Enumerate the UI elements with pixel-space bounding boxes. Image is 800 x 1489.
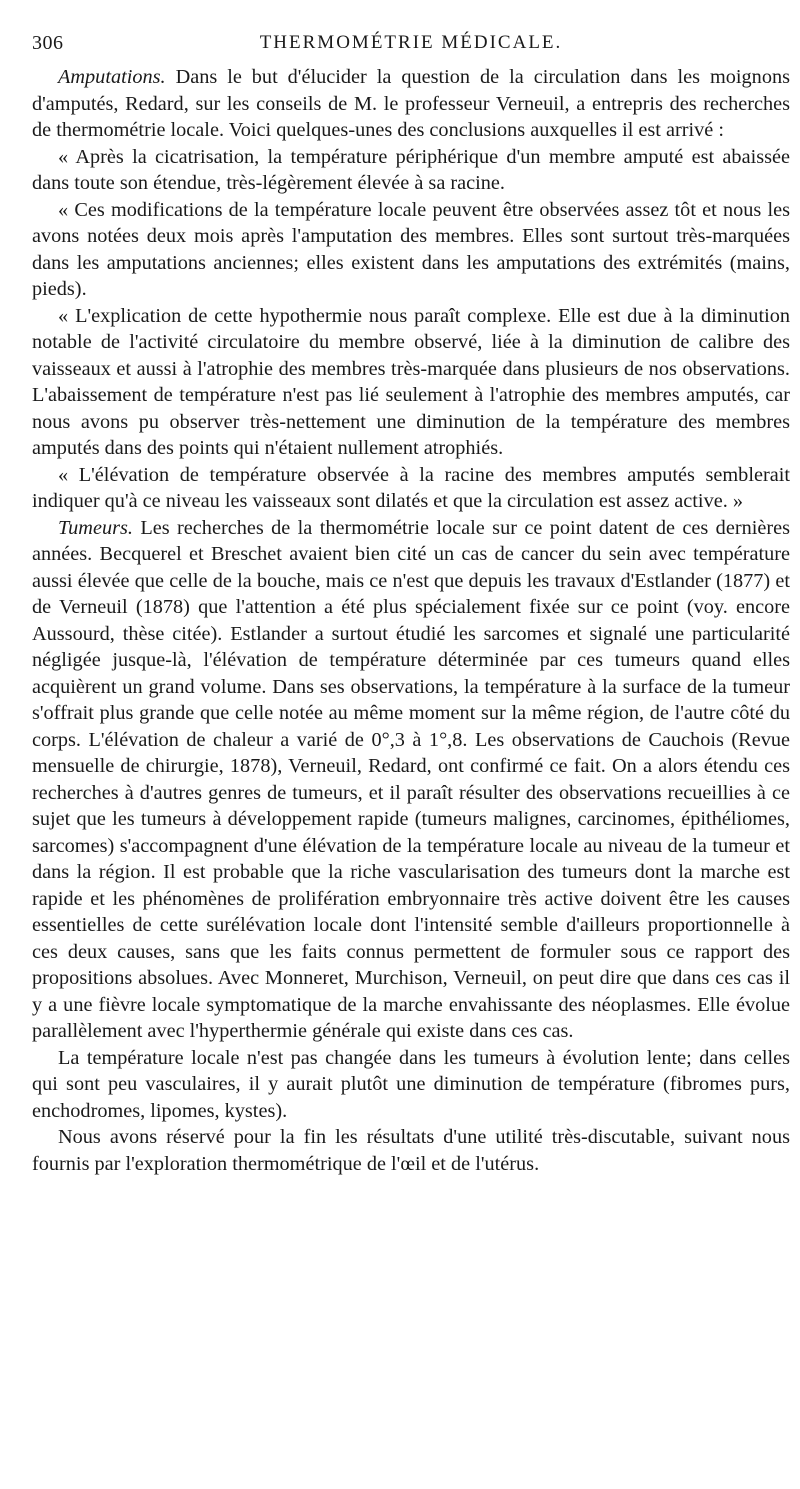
paragraph: [32, 515, 790, 1045]
body-text: [32, 64, 790, 1177]
running-title: THERMOMÉTRIE MÉDICALE.: [259, 32, 563, 53]
paragraph-text: « L'explication de cette hypothermie nous paraît complexe. Elle est due à la diminution notable de l'activité circulatoire du membre observé, liée à la diminution de calibre des vaisseaux et aussi à l'atrophie des membres très-marquée dans plusieurs de nos observations. L'abaissement de température n'est pas lié seulement à l'atrophie des membres amputés, car nous avons pu observer très-nettement une diminution de la température des membres amputés dans des points qui n'étaient nullement atrophiés.: [32, 304, 790, 459]
section-lead: Tumeurs.: [58, 516, 133, 539]
document-page: [32, 30, 790, 1177]
paragraph-text: Les recherches de la thermométrie locale sur ce point datent de ces dernières années. Becquerel et Breschet avaient bien cité un cas de cancer du sein avec température aussi élevée que celle de la bouche, mais ce n'est que depuis les travaux d'Estlander (1877) et de Verneuil (1878) que l'attention a été plus spécialement fixée sur ce point (voy. encore Aussourd, thèse citée). Estlander a surtout étudié les sarcomes et signalé une particularité négligée jusque-là, l'élévation de température déterminée par ces tumeurs quand elles acquièrent un grand volume. Dans ses observations, la température à la surface de la tumeur s'offrait plus grande que celle notée au même moment sur la même région, de l'autre côté du corps. L'élévation de chaleur a varié de 0°,3 à 1°,8. Les observations de Cauchois (Revue mensuelle de chirurgie, 1878), Verneuil, Redard, ont confirmé ce fait. On a alors étendu ces recherches à d'autres genres de tumeurs, et il paraît résulter des observations recueillies à ce sujet que les tumeurs à développement rapide (tumeurs malignes, carcinomes, épithéliomes, sarcomes) s'accompagnent d'une élévation de la température locale au niveau de la tumeur et dans la région. Il est probable que la riche vascularisation des tumeurs dont la marche est rapide et les phénomènes de prolifération embryonnaire très active doivent être les causes essentielles de cette surélévation locale dont l'intensité semble d'ailleurs proportionnelle à ces deux causes, sans que les faits connus permettent de formuler sous ce rapport des propositions absolues. Avec Monneret, Murchison, Verneuil, on peut dire que dans ces cas il y a une fièvre locale symptomatique de la marche envahissante des néoplasmes. Elle évolue parallèlement avec l'hyperthermie générale qui existe dans ces cas.: [32, 516, 790, 1042]
paragraph: [32, 197, 790, 303]
paragraph-text: Nous avons réservé pour la fin les résultats d'une utilité très-discutable, suivant nous fournis par l'exploration thermométrique de l'œil et de l'utérus.: [32, 1126, 790, 1175]
paragraph-text: « Après la cicatrisation, la température périphérique d'un membre amputé est abaissée dans toute son étendue, très-légèrement élevée à sa racine.: [32, 145, 790, 194]
page-number: 306: [32, 32, 64, 54]
paragraph: [32, 144, 790, 197]
paragraph: [32, 303, 790, 462]
paragraph-text: La température locale n'est pas changée dans les tumeurs à évolution lente; dans celles qui sont peu vasculaires, il y aurait plutôt une diminution de température (fibromes purs, enchodromes, lipomes, kystes).: [32, 1046, 790, 1122]
section-lead: Amputations.: [58, 66, 166, 88]
page-header: [32, 30, 790, 58]
paragraph-text: « Ces modifications de la température locale peuvent être observées assez tôt et nous les avons notées deux mois après l'amputation des membres. Elles sont surtout très-marquées dans les amputations anciennes; elles existent dans les amputations des extrémités (mains, pieds).: [32, 198, 790, 300]
paragraph: [32, 1045, 790, 1125]
paragraph-text: Dans le but d'élucider la question de la circulation dans les moignons d'amputés, Redard, sur les conseils de M. le professeur Verneuil, a entrepris des recherches de thermométrie locale. Voici quelques-unes des conclusions auxquelles il est arrivé :: [32, 66, 790, 141]
paragraph-text: « L'élévation de température observée à la racine des membres amputés semblerait indiquer qu'à ce niveau les vaisseaux sont dilatés et que la circulation est assez active. »: [32, 463, 790, 512]
paragraph: [32, 462, 790, 515]
paragraph: [32, 1124, 790, 1177]
paragraph: [32, 64, 790, 144]
